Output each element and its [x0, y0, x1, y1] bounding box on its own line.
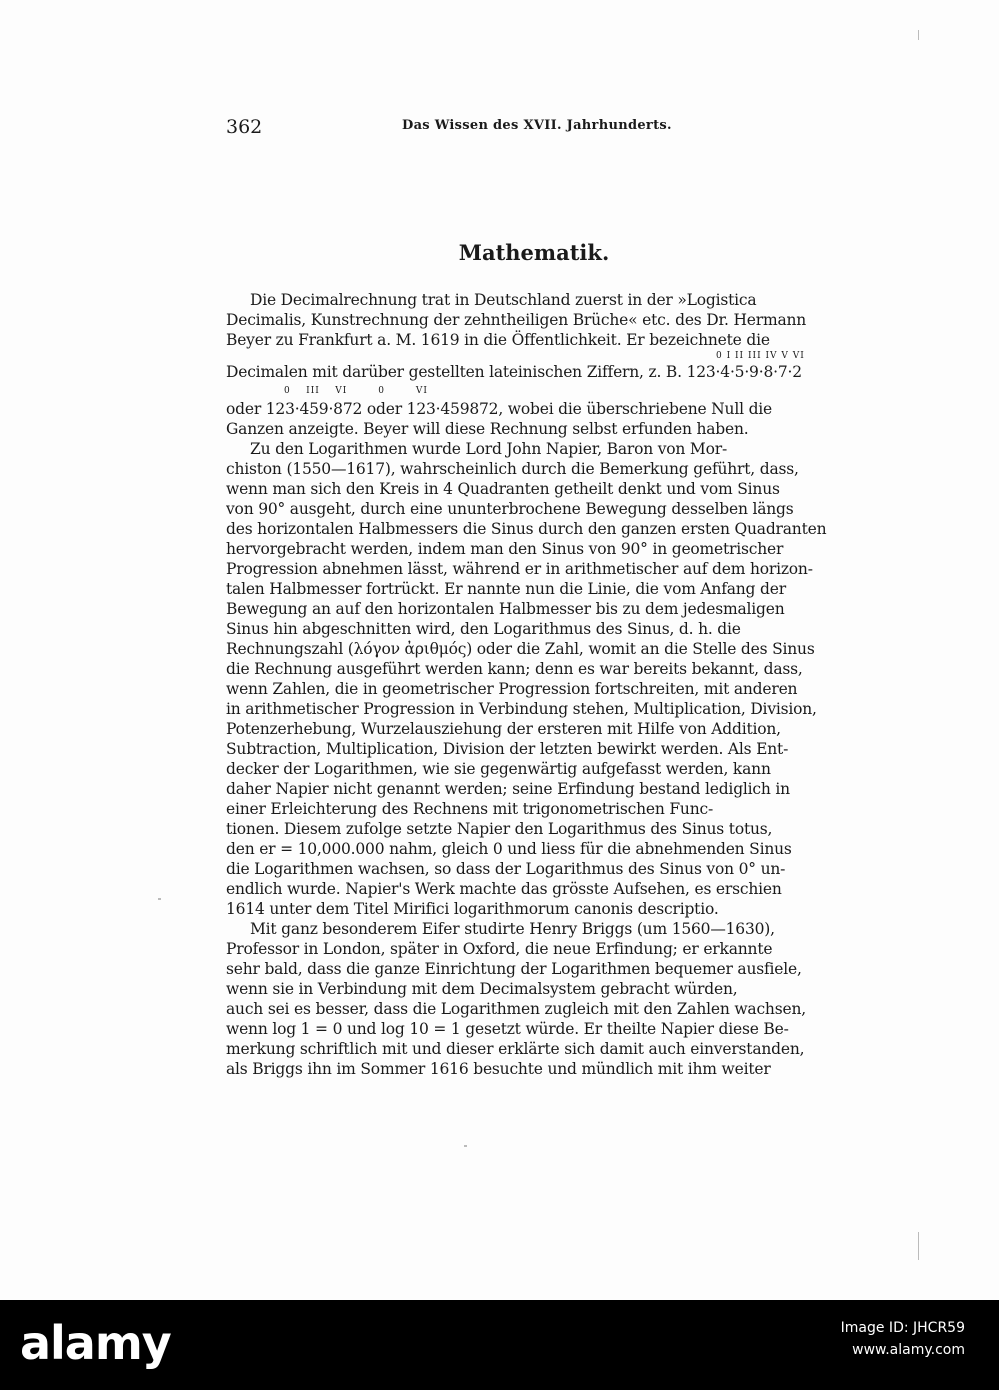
- text-line: wenn man sich den Kreis in 4 Quadranten getheilt denkt und vom Sinus: [226, 480, 780, 498]
- text-line: die Logarithmen wachsen, so dass der Logarithmus des Sinus von 0° un-: [226, 860, 786, 878]
- scan-mark: [918, 1232, 919, 1260]
- section-heading: Mathematik.: [458, 240, 610, 265]
- text-line: tionen. Diesem zufolge setzte Napier den Logarithmus des Sinus totus,: [226, 820, 773, 838]
- image-id-label: Image ID: JHCR59: [840, 1320, 965, 1336]
- page-number: 362: [226, 116, 263, 138]
- text-line: Ganzen anzeigte. Beyer will diese Rechnung selbst erfunden haben.: [226, 420, 749, 438]
- text-line: wenn sie in Verbindung mit dem Decimalsystem gebracht würden,: [226, 980, 738, 998]
- scan-mark: [464, 1145, 467, 1147]
- running-head-title: Das Wissen des XVII. Jahrhunderts.: [402, 118, 672, 133]
- text-line: Progression abnehmen lässt, während er in arithmetischer auf dem horizon-: [226, 560, 813, 578]
- text-line: endlich wurde. Napier's Werk machte das grösste Aufsehen, es erschien: [226, 880, 782, 898]
- text-line: die Rechnung ausgeführt werden kann; denn es war bereits bekannt, dass,: [226, 660, 803, 678]
- text-line: talen Halbmesser fortrückt. Er nannte nun die Linie, die vom Anfang der: [226, 580, 786, 598]
- text-line: von 90° ausgeht, durch eine ununterbrochene Bewegung desselben längs: [226, 500, 794, 518]
- text-line: Mit ganz besonderem Eifer studirte Henry Briggs (um 1560—1630),: [250, 920, 775, 938]
- text-line: Potenzerhebung, Wurzelausziehung der ersteren mit Hilfe von Addition,: [226, 720, 781, 738]
- text-line: merkung schriftlich mit und dieser erklärte sich damit auch einverstanden,: [226, 1040, 805, 1058]
- text-line: Decimalen mit darüber gestellten lateinischen Ziffern, z. B. 123·4·5·9·8·7·2: [226, 363, 802, 381]
- text-line: Sinus hin abgeschnitten wird, den Logarithmus des Sinus, d. h. die: [226, 620, 741, 638]
- text-line: daher Napier nicht genannt werden; seine Erfindung bestand lediglich in: [226, 780, 790, 798]
- text-line: Decimalis, Kunstrechnung der zehntheiligen Brüche« etc. des Dr. Hermann: [226, 311, 807, 329]
- text-line: Rechnungszahl (λόγον ἀριθμός) oder die Zahl, womit an die Stelle des Sinus: [226, 640, 815, 658]
- running-head: [226, 116, 842, 142]
- text-line: 1614 unter dem Titel Mirifici logarithmorum canonis descriptio.: [226, 900, 719, 918]
- alamy-logo: alamy: [20, 1316, 171, 1370]
- text-line: hervorgebracht werden, indem man den Sinus von 90° in geometrischer: [226, 540, 784, 558]
- text-line: Die Decimalrechnung trat in Deutschland zuerst in der »Logistica: [250, 291, 757, 309]
- roman-numeral-superscripts: 0 I II III IV V VI: [716, 351, 805, 361]
- text-line: des horizontalen Halbmessers die Sinus durch den ganzen ersten Quadranten: [226, 520, 827, 538]
- text-line: Bewegung an auf den horizontalen Halbmesser bis zu dem jedesmaligen: [226, 600, 785, 618]
- watermark-url: www.alamy.com: [852, 1342, 965, 1358]
- text-line: den er = 10,000.000 nahm, gleich 0 und liess für die abnehmenden Sinus: [226, 840, 792, 858]
- text-line: als Briggs ihn im Sommer 1616 besuchte und mündlich mit ihm weiter: [226, 1060, 771, 1078]
- text-line: wenn Zahlen, die in geometrischer Progression fortschreiten, mit anderen: [226, 680, 798, 698]
- scan-mark: [158, 898, 161, 900]
- text-line: einer Erleichterung des Rechnens mit trigonometrischen Func-: [226, 800, 714, 818]
- text-line: auch sei es besser, dass die Logarithmen zugleich mit den Zahlen wachsen,: [226, 1000, 806, 1018]
- text-line: Beyer zu Frankfurt a. M. 1619 in die Öffentlichkeit. Er bezeichnete die: [226, 331, 770, 349]
- text-line: wenn log 1 = 0 und log 10 = 1 gesetzt würde. Er theilte Napier diese Be-: [226, 1020, 789, 1038]
- text-line: oder 123·459·872 oder 123·459872, wobei die überschriebene Null die: [226, 400, 773, 418]
- scan-mark: [918, 30, 919, 40]
- text-line: in arithmetischer Progression in Verbindung stehen, Multiplication, Division,: [226, 700, 817, 718]
- text-line: Zu den Logarithmen wurde Lord John Napier, Baron von Mor-: [250, 440, 727, 458]
- text-line: Professor in London, später in Oxford, die neue Erfindung; er erkannte: [226, 940, 773, 958]
- text-line: chiston (1550—1617), wahrscheinlich durch die Bemerkung geführt, dass,: [226, 460, 799, 478]
- text-line: Subtraction, Multiplication, Division der letzten bewirkt werden. Als Ent-: [226, 740, 789, 758]
- text-line: decker der Logarithmen, wie sie gegenwärtig aufgefasst werden, kann: [226, 760, 771, 778]
- text-line: sehr bald, dass die ganze Einrichtung der Logarithmen bequemer ausfiele,: [226, 960, 802, 978]
- roman-numeral-superscripts: 0 III VI 0 VI: [284, 386, 428, 396]
